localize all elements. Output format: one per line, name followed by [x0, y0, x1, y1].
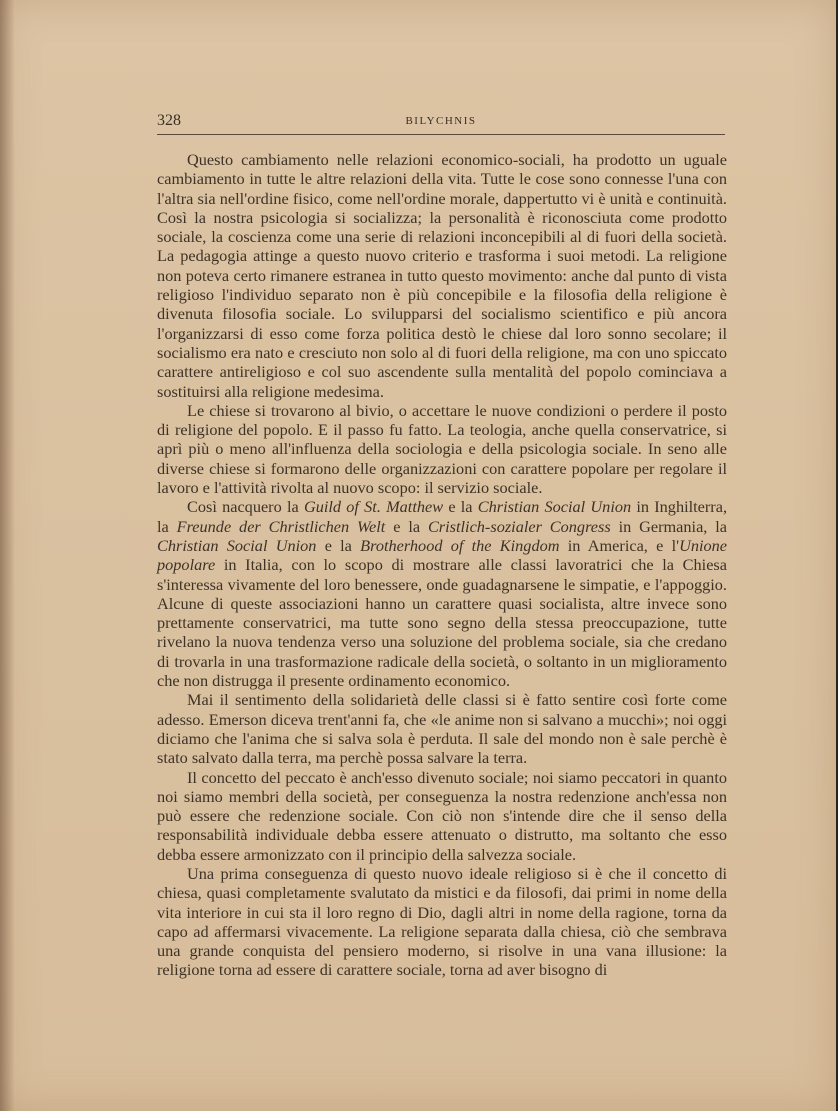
page-spine-shadow: [0, 0, 14, 1111]
text-run: e la: [316, 535, 361, 555]
italic-title: Unione popolare: [157, 535, 728, 575]
italic-title: Christian Social Union: [157, 535, 317, 555]
italic-title: Freunde der Christlichen Welt: [176, 516, 386, 536]
italic-title: Christian Social Union: [477, 497, 632, 517]
text-run: Mai il sentimento della solidarietà delle classi si è fatto sentire così forte come adesso. Emerson diceva trent'anni fa, che «le anime non si salvano a mucchi»; noi oggi diciamo che l'anima che si salva sola è perduta. Il sale del mondo non è sale perchè è stato salvato dalla terra, ma perchè possa salvare la terra.: [157, 690, 727, 768]
text-run: e la: [443, 497, 478, 517]
italic-title: Guild of St. Matthew: [303, 497, 444, 517]
page-header: [157, 112, 725, 135]
text-run: in America, e l': [559, 535, 680, 555]
text-run: Così nacquero la: [187, 497, 304, 517]
text-run: Questo cambiamento nelle relazioni economico-sociali, ha prodotto un uguale cambiamento in tutte le altre relazioni della vita. Tutte le cose sono connesse l'una con l'altra sia nell'ordine fisico, come nell'ordine morale, dappertutto vi è unità e continuità. Così la nostra psicologia si socializza; la personalità è riconosciuta come prodotto sociale, la coscienza come una serie di relazioni inconcepibili al di fuori della società. La pedagogia attinge a questo nuovo criterio e trasforma i suoi metodi. La religione non poteva certo rimanere estranea in tutto questo movimento: anche dal punto di vista religioso l'individuo separato non è più concepibile e la filosofia della religione è divenuta filosofia sociale. Lo svilupparsi del socialismo scientifico e più ancora l'organizzarsi di esso come forza politica destò le chiese dal loro sonno secolare; il socialismo era nato e cresciuto non solo al di fuori della religione, ma con uno spiccato carattere antireligioso e col suo ascendente sulla mentalità del popolo cominciava a sostituirsi alla religione medesima.: [157, 150, 727, 401]
text-run: Le chiese si trovarono al bivio, o accettare le nuove condizioni o perdere il posto di religione del popolo. E il passo fu fatto. La teologia, anche quella conservatrice, si aprì più o meno all'influenza della sociologia e della psicologia sociale. In seno alle diverse chiese si formarono delle organizzazioni con carattere popolare per regolare il lavoro e l'attività rivolta al nuovo scopo: il servizio sociale.: [157, 400, 727, 498]
running-title: BILYCHNIS: [405, 115, 477, 127]
paragraph: [157, 150, 727, 401]
text-run: in Inghilterra, la: [157, 497, 728, 536]
paragraph: [157, 497, 727, 690]
paragraph: [157, 690, 727, 767]
text-run: in Germania, la: [610, 516, 727, 536]
paragraph: [157, 864, 727, 980]
text-run: e la: [385, 516, 428, 536]
text-run: Una prima conseguenza di questo nuovo ideale religioso si è che il concetto di chiesa, quasi completamente svalutato da mistici e da filosofi, dai primi in nome della vita interiore in cui sta il loro regno di Dio, dagli altri in nome della ragione, torna da capo ad affermarsi vivacemente. La religione separata dalla chiesa, ciò che sembrava una grande conquista del pensiero moderno, si risolve in una vana illusione: la religione torna ad essere di carattere sociale, torna ad aver bisogno di: [157, 863, 727, 980]
text-run: Il concetto del peccato è anch'esso divenuto sociale; noi siamo peccatori in quanto noi siamo membri della società, per conseguenza la nostra redenzione anch'essa non può essere che redenzione sociale. Con ciò non s'intende dire che il senso della responsabilità individuale debba essere attenuato o distrutto, ma soltanto che esso debba essere armonizzato con il principio della salvezza sociale.: [157, 767, 727, 864]
paragraph: [157, 401, 727, 497]
text-run: in Italia, con lo scopo di mostrare alle classi lavoratrici che la Chiesa s'interessa vivamente del loro benessere, onde guadagnarsene le simpatie, e l'appoggio. Alcune di queste associazioni hanno un carattere quasi socialista, altre invece sono prettamente conservatrici, ma tutte sono segno della stessa preoccupazione, tutte rivelano la nuova tendenza verso una soluzione del problema sociale, sia che credano di trovarla in una trasformazione radicale della società, o soltanto in un miglioramento che non distrugga il presente ordinamento economico.: [157, 555, 727, 691]
italic-title: Cristlich-sozialer Congress: [427, 516, 611, 536]
page-number: 328: [157, 112, 181, 129]
body-text: [157, 150, 727, 980]
italic-title: Brotherhood of the Kingdom: [360, 535, 560, 555]
paragraph: [157, 768, 727, 864]
